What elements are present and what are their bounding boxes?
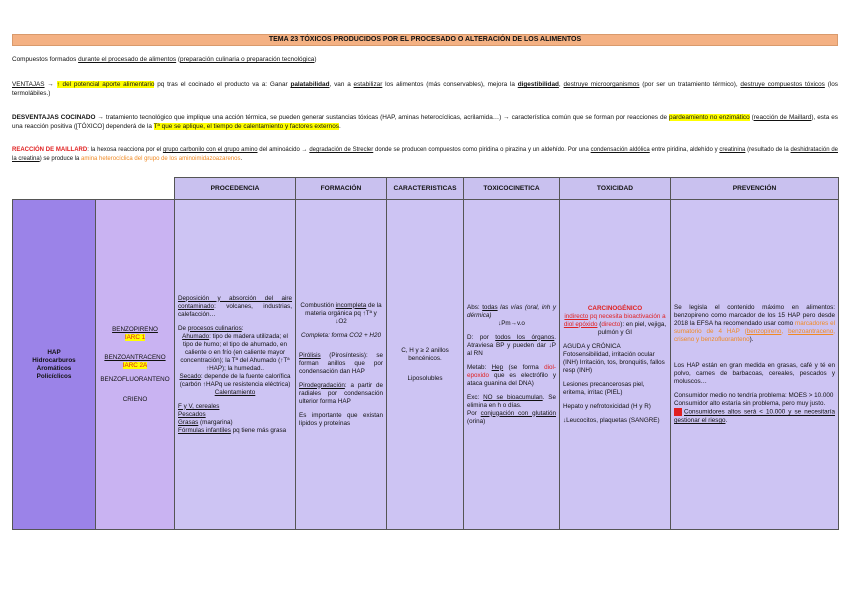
body-text: entre piridina, aldehído y <box>649 147 720 153</box>
toxicocinetica-text: NO se bioacumulan <box>483 393 543 401</box>
body-text: : la hexosa reacciona por el <box>87 147 163 153</box>
toxicocinetica-text: (orina) <box>467 417 486 425</box>
underline-text: deshidratación de la creatina <box>12 147 838 162</box>
body-text: pq tras el cocinado el producto va a: Ganar <box>154 81 291 88</box>
body-text: del aminoácido → <box>257 147 310 153</box>
prevencion-text: Consumidor alto estaría sin problema, pero muy justo. <box>674 400 826 408</box>
toxicidad-text: AGUDA y CRÓNICA <box>563 342 621 350</box>
underline-text: reacción de Maillard <box>753 114 812 121</box>
toxicidad-text: Lesiones precancerosas piel, eritema, irritac (PIEL) <box>563 380 645 396</box>
procedencia-text: Deposición y absorción del aire contaminado <box>178 294 292 310</box>
procedencia-text: procesos culinarios <box>187 324 242 332</box>
toxicidad-text: directo <box>601 320 621 328</box>
empty-header-cell <box>96 178 175 200</box>
toxicocinetica-text: D: por <box>467 333 496 341</box>
toxicidad-text: bioactivación <box>623 312 661 320</box>
procedencia-text: (margarina) <box>198 418 233 426</box>
procedencia-text: : depende de la fuente calorífica (carbón ↑HAPq ue resistencia eléctrica) <box>179 372 291 388</box>
procedencia-text: Ahumado <box>182 332 210 340</box>
body-text: los alimentos (más conservables), mejora la <box>382 81 518 88</box>
toxicocinetica-text: (se forma <box>503 363 545 371</box>
prevencion-text: ). <box>749 336 754 344</box>
compound-benzofluoranteno: BENZOFLUORANTENO <box>100 375 170 383</box>
toxicocinetica-text: Hep <box>491 363 504 371</box>
prevencion-text: Los HAP están en gran medida en grasas, café y té en polvo, carnes de barbacoas, cereales, pescados y moluscos… <box>674 362 835 386</box>
procedencia-text: Fórmulas infantiles <box>178 426 231 434</box>
body-text: ), esta es una reacción positiva ([TÓXICO] dependerá de la <box>12 114 838 130</box>
ventajas-paragraph <box>12 80 838 98</box>
caracteristicas-cell <box>387 200 464 530</box>
compound-benzopireno: BENZOPIRENO <box>112 325 158 333</box>
maillard-label: REACCIÓN DE MAILLARD <box>12 147 88 153</box>
iarc-badge: IARC 2A <box>122 361 148 369</box>
formacion-text: Completa: forma CO2 + H20 <box>301 331 381 339</box>
underline-text: palatabilidad <box>290 81 330 88</box>
toxicocinetica-text: . Se elimina en h o días. <box>467 393 556 409</box>
intro-paragraph <box>12 55 838 64</box>
caracteristicas-text: Liposolubles <box>407 374 443 382</box>
underline-text: digestibilidad <box>517 81 559 88</box>
body-text: (los termolábiles.) <box>12 81 838 97</box>
group-label: Aromáticos <box>36 364 72 372</box>
toxicidad-text: ↓Leucocitos, plaquetas (SANGRE) <box>563 416 660 424</box>
prevencion-text: Se legisla el contenido máximo en alimentos: benzopireno como marcador de los 15 HAP pero desde 2018 la EFSA ha recomendado usar como <box>674 304 835 328</box>
underline-text: destruye compuestos tóxicos <box>740 81 825 88</box>
toxicocinetica-text: que es electrófilo y ataca guanina del DNA) <box>467 371 556 387</box>
underline-text: creatinina <box>719 147 746 153</box>
formacion-text: Pirodegradación <box>299 381 345 389</box>
body-text: , <box>558 81 564 88</box>
header-toxicidad: TOXICIDAD <box>560 178 671 200</box>
procedencia-cell <box>175 200 296 530</box>
highlight-text: ↑ del potencial aporte alimentario <box>56 81 155 88</box>
iarc-badge: IARC 1 <box>124 333 146 341</box>
table-row-hap <box>13 200 839 530</box>
page-title: TEMA 23 TÓXICOS PRODUCIDOS POR EL PROCESADO O ALTERACIÓN DE LOS ALIMENTOS <box>12 34 838 46</box>
underline-text: grupo carbonilo con el grupo amino <box>162 147 258 153</box>
intro-text: ( <box>176 56 181 63</box>
formacion-text: de la materia orgánica pq ↑Tª y ↓O2 <box>305 301 382 325</box>
body-text: , van a <box>329 81 354 88</box>
toxicocinetica-text: Por <box>467 409 481 417</box>
empty-header-cell <box>13 178 96 200</box>
ventajas-label: VENTAJAS <box>12 81 45 88</box>
prevencion-text: , criseno y benzofluoranteno <box>674 328 835 344</box>
prevencion-text: benzopireno <box>746 328 782 336</box>
formacion-text: incompleta <box>335 301 367 309</box>
formacion-cell <box>296 200 387 530</box>
toxicidad-text: Fotosensibilidad, irritación ocular (INH) Irritación, tos, bronquitis, fallos resp (INH) <box>563 350 665 374</box>
compound-benzoantraceno: BENZOANTRACENO <box>104 353 166 361</box>
body-text: donde se producen compuestos como piridina o pirazina y un aldehído. Por una <box>373 147 591 153</box>
underline-text: destruye microorganismos <box>563 81 640 88</box>
body-text: → tratamiento tecnológico que implique una acción térmica, se pueden generar sustancias tóxicas (HAP, aminas heterocíclicas, acrilamida…) → característica común que se forman por reacciones de <box>95 114 670 121</box>
toxicocinetica-text: las vías (oral, inh y dérmica) <box>467 303 556 319</box>
group-label: Policíclicos <box>36 372 72 380</box>
toxicocinetica-text: ↓Pm→v.o <box>498 319 525 327</box>
toxicidad-text: pq necesita <box>588 312 624 320</box>
toxicidad-text: Hepato y nefrotoxicidad (H y R) <box>563 402 651 410</box>
intro-underline: durante el procesado de alimentos <box>78 56 177 63</box>
toxicidad-text: ( <box>597 320 602 328</box>
procedencia-text: Calentamiento <box>214 388 256 396</box>
underline-text: condensación aldólica <box>590 147 650 153</box>
group-cell-hap <box>13 200 96 530</box>
procedencia-text: : tipo de madera utilizada; el tipo de humo; el tipo de ahumado, en caliente o en frío (en caliente mayor concentración); la Tª del Ahumado (↑Tª ↑HAP); la humedad.. <box>180 332 290 372</box>
procedencia-text: : <box>241 324 244 332</box>
maillard-paragraph <box>12 146 838 163</box>
header-prevencion: PREVENCIÓN <box>671 178 839 200</box>
compounds-cell <box>96 200 175 530</box>
toxicocinetica-text: conjugación con glutatión <box>480 409 556 417</box>
procedencia-text: F y V, cereales <box>178 402 220 410</box>
procedencia-text: : volcanes, industrias, calefacción… <box>178 302 292 318</box>
hap-table <box>12 177 839 530</box>
procedencia-text: pq tiene más grasa <box>230 426 287 434</box>
toxicocinetica-text: . Atraviesa BP y pueden dar ↓P al RN <box>467 333 556 357</box>
toxicidad-text: a <box>660 312 666 320</box>
prevencion-cell <box>671 200 839 530</box>
prevencion-text: Consumidor medio no tendría problema: MOES > 10.000 <box>674 392 834 400</box>
toxicidad-text: ): en piel, vejiga, pulmón y GI <box>598 320 667 336</box>
prevencion-text: ( <box>739 328 747 336</box>
header-formacion: FORMACIÓN <box>296 178 387 200</box>
formacion-text: Es importante que existan lípidos y proteínas <box>299 411 383 427</box>
procedencia-text: Grasas <box>178 418 199 426</box>
procedencia-text: De <box>178 324 188 332</box>
group-label: HAP <box>47 348 61 356</box>
intro-text: Compuestos formados <box>12 56 79 63</box>
toxicocinetica-text: todos los órganos <box>495 333 555 341</box>
body-text: (por ser un tratamiento térmico), <box>639 81 741 88</box>
orange-text: amina heterocíclica del grupo de los aminoimidazoazarenos <box>81 155 241 162</box>
header-caracteristicas: CARACTERISTICAS <box>387 178 464 200</box>
body-text: ( <box>749 114 754 121</box>
desventajas-label: DESVENTAJAS COCINADO <box>12 114 96 121</box>
group-label: Hidrocarburos <box>32 356 76 364</box>
table-header-row <box>13 178 839 200</box>
prevencion-text: marcadores el sumatorio de 4 HAP <box>674 320 835 336</box>
compound-criseno: CRIENO <box>122 395 148 403</box>
red-marker-icon <box>674 408 682 416</box>
formacion-text: : a partir de radiales por condensación ulterior forma HAP <box>299 381 383 405</box>
procedencia-text: Pescados <box>178 410 206 418</box>
toxicocinetica-text: Exc: <box>467 393 484 401</box>
intro-underline: preparación culinaria o preparación tecnológica <box>180 56 315 63</box>
body-text: . <box>338 123 341 130</box>
prevencion-text: benzoantraceno <box>788 328 834 336</box>
body-text: . <box>240 155 243 162</box>
prevencion-text: . <box>725 416 728 424</box>
formacion-text: Combustión <box>300 301 336 309</box>
formacion-text: Pirólisis <box>299 351 321 359</box>
arrow-text: → <box>44 81 57 88</box>
header-procedencia: PROCEDENCIA <box>175 178 296 200</box>
caracteristicas-text: C, H y ≥ 2 anillos bencénicos. <box>401 346 449 362</box>
intro-text: ) <box>314 56 317 63</box>
underline-text: estabilizar <box>353 81 383 88</box>
toxicocinetica-text: Abs: <box>467 303 483 311</box>
toxicidad-text: indirecto <box>564 312 589 320</box>
prevencion-text: , <box>781 328 789 336</box>
toxicidad-text: CARCINOGÉNICO <box>587 304 643 312</box>
header-toxicocinetica: TOXICOCINETICA <box>464 178 560 200</box>
toxicidad-cell <box>560 200 671 530</box>
highlight-text: pardeamiento no enzimático <box>669 114 750 121</box>
toxicocinetica-text: todas <box>482 303 498 311</box>
procedencia-text: Secado <box>179 372 201 380</box>
body-text: (resultado de la <box>745 147 791 153</box>
prevencion-text: Consumidores altos será < 10.000 y se necesitaría gestionar el riesgo <box>674 408 835 424</box>
toxicocinetica-text: Metab: <box>467 363 492 371</box>
toxicocinetica-cell <box>464 200 560 530</box>
highlight-text: Tª que se aplique, el tiempo de calentamiento y factores externos <box>153 123 339 130</box>
underline-text: degradación de Strecler <box>309 147 374 153</box>
toxicocinetica-text: diol-epoxido <box>467 363 556 379</box>
toxicidad-text: diol epóxido <box>563 320 598 328</box>
formacion-text: (Pirosíntesis): se forman anillos que por condensación dan HAP <box>299 351 383 375</box>
desventajas-paragraph <box>12 113 838 131</box>
body-text: ) se produce la <box>39 155 82 162</box>
